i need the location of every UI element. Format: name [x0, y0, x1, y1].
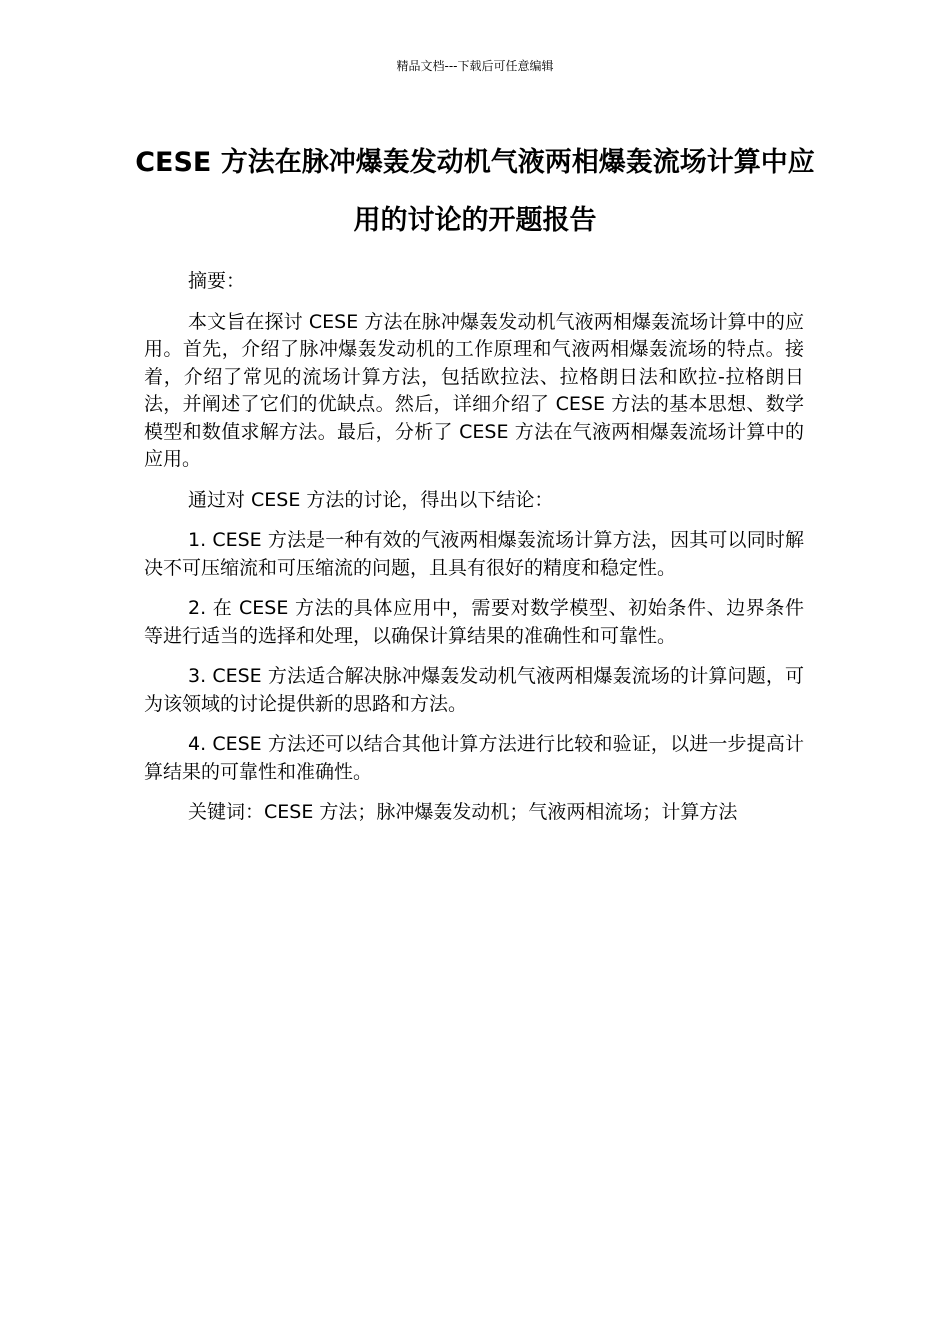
document-title: CESE 方法在脉冲爆轰发动机气液两相爆轰流场计算中应用的讨论的开题报告: [135, 147, 815, 236]
conclusion-item-1: 1. CESE 方法是一种有效的气液两相爆轰流场计算方法，因其可以同时解决不可压缩流和可压缩流的问题，且具有很好的精度和稳定性。: [144, 529, 804, 579]
conclusion-item-3: 3. CESE 方法适合解决脉冲爆轰发动机气液两相爆轰流场的计算问题，可为该领域的讨论提供新的思路和方法。: [144, 665, 804, 715]
conclusion-item-2: 2. 在 CESE 方法的具体应用中，需要对数学模型、初始条件、边界条件等进行适当的选择和处理，以确保计算结果的准确性和可靠性。: [144, 597, 804, 647]
header-note: 精品文档---下载后可任意编辑: [396, 59, 554, 73]
document-body: [144, 268, 804, 840]
abstract-heading: 摘要：: [188, 270, 246, 292]
conclusion-item-4: 4. CESE 方法还可以结合其他计算方法进行比较和验证，以进一步提高计算结果的可靠性和准确性。: [144, 733, 804, 783]
keywords: 关键词：CESE 方法；脉冲爆轰发动机；气液两相流场；计算方法: [188, 801, 738, 823]
abstract-paragraph: 本文旨在探讨 CESE 方法在脉冲爆轰发动机气液两相爆轰流场计算中的应用。首先，介绍了脉冲爆轰发动机的工作原理和气液两相爆轰流场的特点。接着，介绍了常见的流场计算方法，包括欧拉法、拉格朗日法和欧拉-拉格朗日法，并阐述了它们的优缺点。然后，详细介绍了 CESE 方法的基本思想、数学模型和数值求解方法。最后，分析了 CESE 方法在气液两相爆轰流场计算中的应用。: [144, 310, 804, 470]
conclusion-intro: 通过对 CESE 方法的讨论，得出以下结论：: [188, 488, 554, 511]
